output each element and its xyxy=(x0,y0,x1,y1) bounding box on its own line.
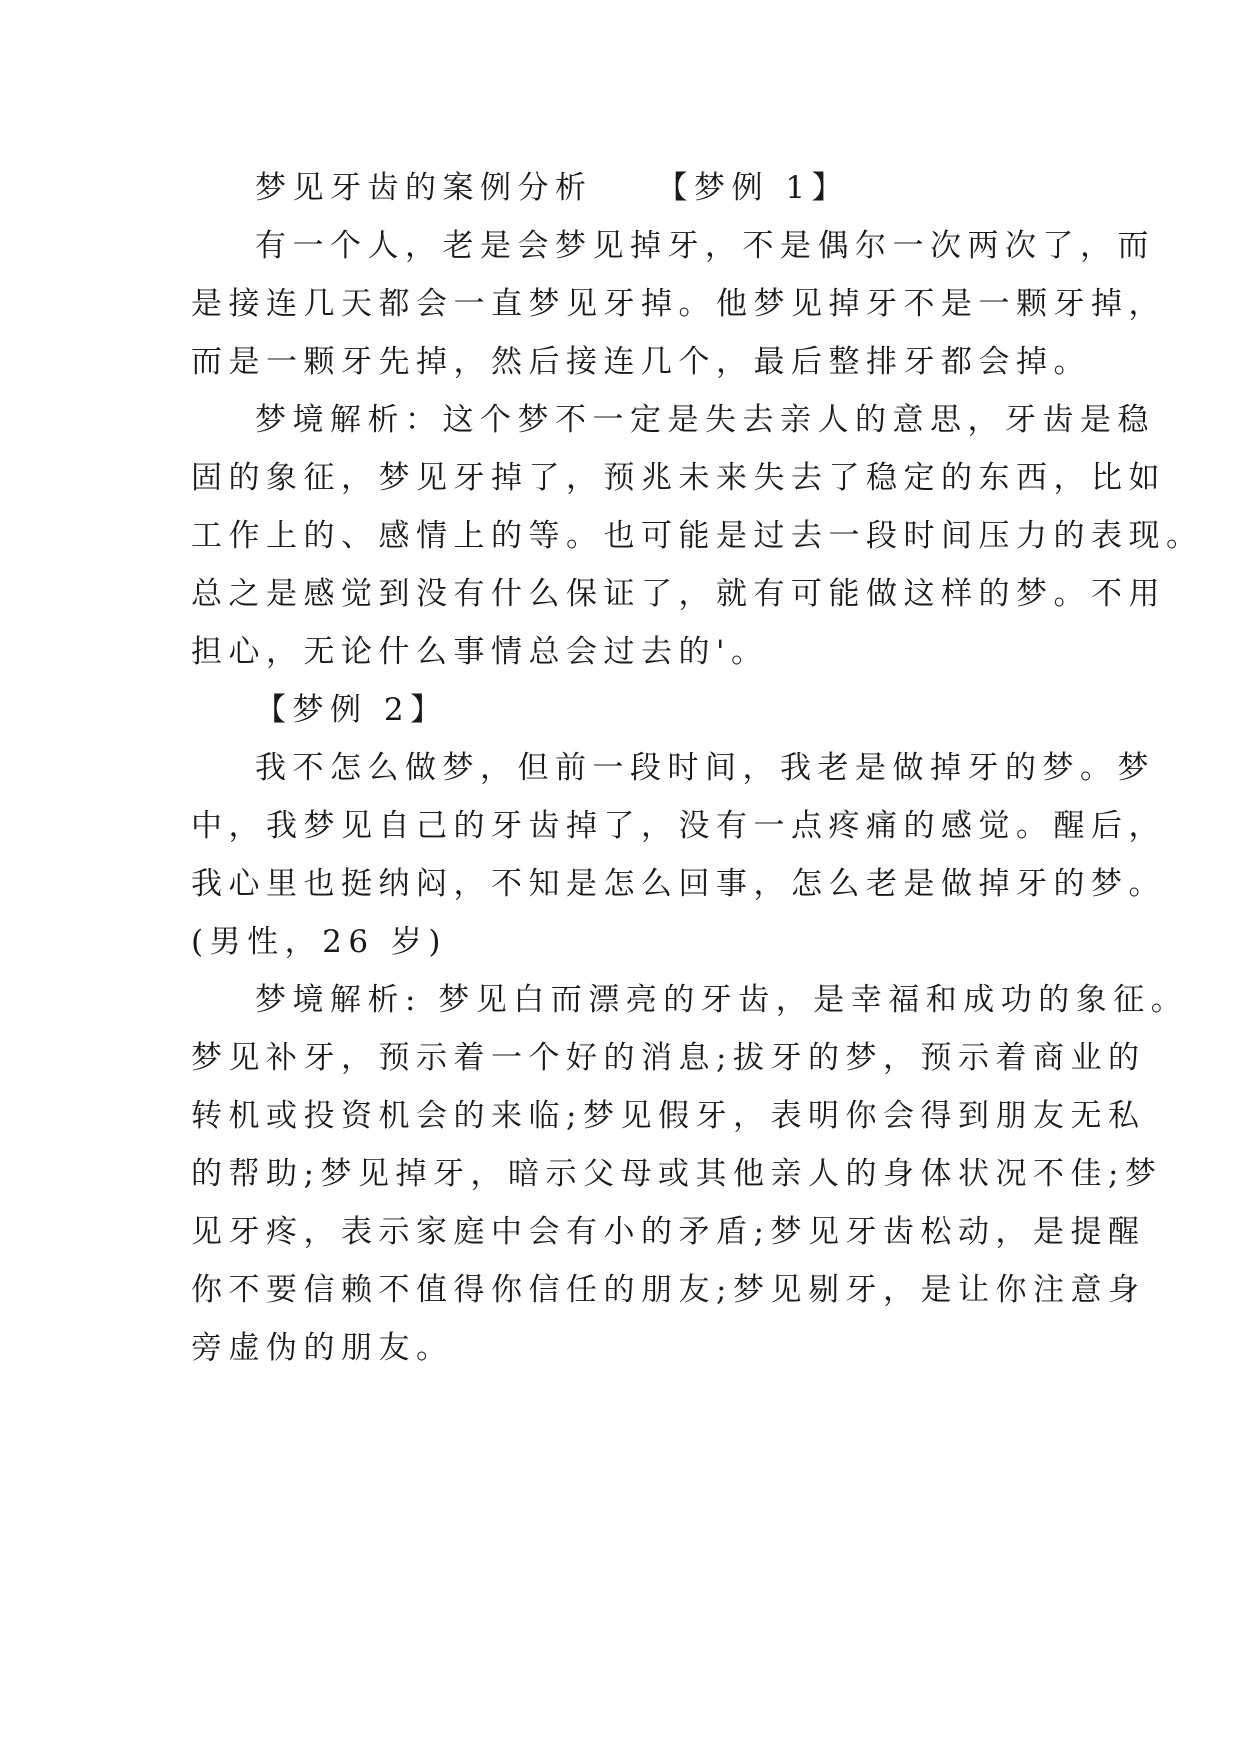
case1-paragraph-line: 而是一颗牙先掉，然后接连几个，最后整排牙都会掉。 xyxy=(191,344,1091,380)
document-title: 梦见牙齿的案例分析 xyxy=(255,170,593,206)
analysis2-paragraph-line: 转机或投资机会的来临;梦见假牙，表明你会得到朋友无私 xyxy=(191,1098,1146,1134)
analysis2-paragraph-line: 旁虚伪的朋友。 xyxy=(191,1330,454,1366)
analysis1-paragraph-line: 固的象征，梦见牙掉了，预兆未来失去了稳定的东西，比如 xyxy=(191,460,1166,496)
analysis1-paragraph-line: 梦境解析：这个梦不一定是失去亲人的意思，牙齿是稳 xyxy=(255,402,1155,438)
analysis2-paragraph-line: 见牙疼，表示家庭中会有小的矛盾;梦见牙齿松动，是提醒 xyxy=(191,1214,1146,1250)
case2-paragraph-line: 我不怎么做梦，但前一段时间，我老是做掉牙的梦。梦 xyxy=(255,750,1155,786)
document-body xyxy=(191,160,1204,1378)
case2-label: 【梦例 2】 xyxy=(255,692,448,728)
analysis1-paragraph-line: 总之是感觉到没有什么保证了，就有可能做这样的梦。不用 xyxy=(191,576,1166,612)
case1-paragraph-line: 是接连几天都会一直梦见牙掉。他梦见掉牙不是一颗牙掉， xyxy=(191,286,1166,322)
case1-label: 【梦例 1】 xyxy=(656,170,850,206)
case1-paragraph-line: 有一个人，老是会梦见掉牙，不是偶尔一次两次了，而 xyxy=(255,228,1155,264)
analysis2-paragraph-line: 你不要信赖不值得你信任的朋友;梦见剔牙，是让你注意身 xyxy=(191,1272,1146,1308)
analysis2-paragraph-line: 梦见补牙，预示着一个好的消息;拔牙的梦，预示着商业的 xyxy=(191,1040,1146,1076)
analysis1-paragraph-line: 担心，无论什么事情总会过去的'。 xyxy=(191,634,769,670)
analysis1-paragraph-line: 工作上的、感情上的等。也可能是过去一段时间压力的表现。 xyxy=(191,518,1204,554)
title-line xyxy=(191,160,1071,218)
analysis2-paragraph-line: 的帮助;梦见掉牙，暗示父母或其他亲人的身体状况不佳;梦 xyxy=(191,1156,1163,1192)
analysis2-paragraph-line: 梦境解析: 梦见白而漂亮的牙齿，是幸福和成功的象征。 xyxy=(255,982,1189,1018)
case2-paragraph-line: 中，我梦见自己的牙齿掉了，没有一点疼痛的感觉。醒后， xyxy=(191,808,1166,844)
case2-paragraph-line: (男性，26 岁) xyxy=(191,924,447,960)
case2-paragraph-line: 我心里也挺纳闷，不知是怎么回事，怎么老是做掉牙的梦。 xyxy=(191,866,1166,902)
